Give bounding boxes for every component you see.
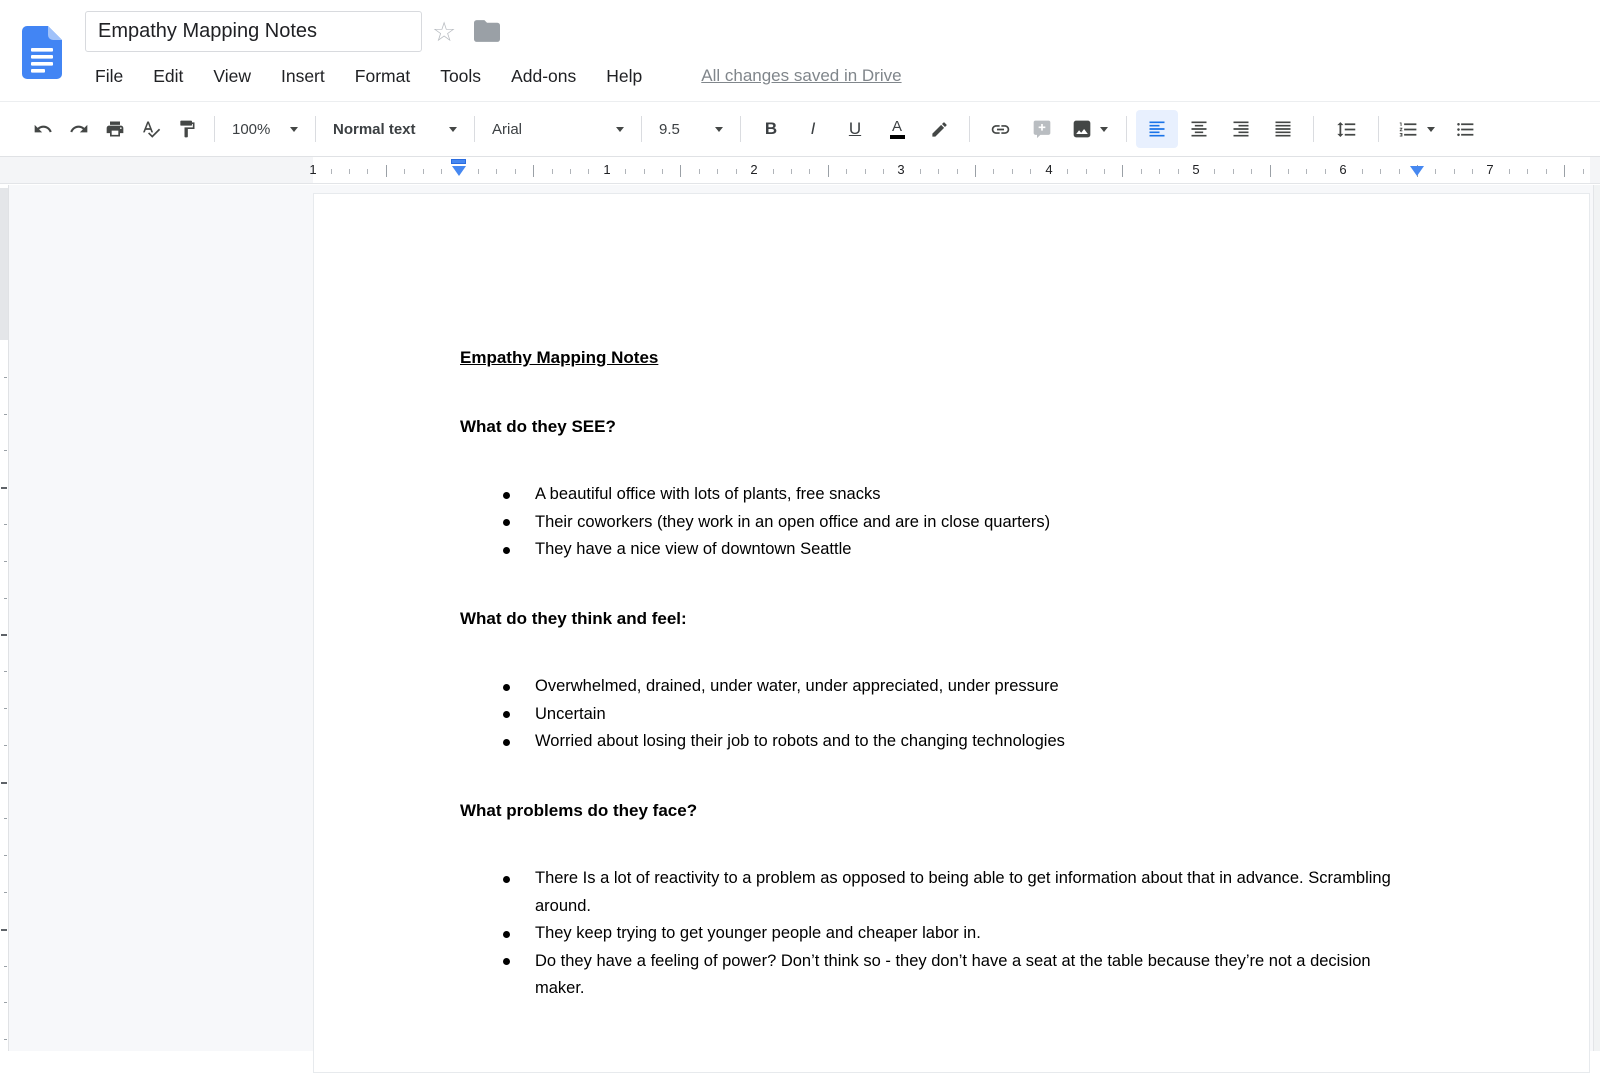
ruler-number: 2 [750,162,758,177]
list-item[interactable]: They have a nice view of downtown Seattle [535,536,1395,564]
ruler-tick [1,782,7,784]
menu-addons[interactable]: Add-ons [510,64,577,89]
ruler-tick [1288,169,1289,174]
vertical-ruler [0,185,9,1051]
text-color-button[interactable]: A [876,110,918,148]
ruler-tick [4,745,7,746]
section-heading[interactable]: What problems do they face? [460,800,698,820]
ruler-tick [588,169,589,174]
ruler-tick [1546,169,1547,174]
google-docs-logo-icon[interactable] [22,26,62,79]
document-canvas [0,185,1600,1051]
toolbar-separator [1313,116,1314,142]
align-right-button[interactable] [1220,110,1262,148]
list-item[interactable]: Overwhelmed, drained, under water, under appreciated, under pressure [535,673,1395,701]
ruler-tick [4,966,7,967]
chevron-down-icon [449,127,457,132]
ruler-tick [1454,169,1455,174]
ruler-tick [828,165,829,177]
ruler-tick [1472,169,1473,174]
zoom-select[interactable]: 100% [224,110,306,148]
ruler-tick [938,169,939,174]
vertical-scrollbar[interactable] [1593,185,1600,1051]
list-item[interactable]: Their coworkers (they work in an open office and are in close quarters) [535,509,1395,537]
document-page[interactable] [313,193,1590,1073]
toolbar-separator [969,116,970,142]
bullet-list [460,865,1395,1003]
ruler-tick [1306,169,1307,174]
save-status-link[interactable]: All changes saved in Drive [701,66,902,85]
horizontal-ruler [0,157,1600,184]
ruler-number: 6 [1339,162,1347,177]
bullet-list [460,673,1395,756]
list-item[interactable]: There Is a lot of reactivity to a problem as opposed to being able to get information about that in advance. Scrambling around. [535,865,1395,920]
ruler-tick [4,377,7,378]
ruler-tick [1435,169,1436,174]
ruler-tick [993,169,994,174]
align-left-button[interactable] [1136,110,1178,148]
ruler-tick [349,169,350,174]
ruler-tick [367,169,368,174]
ruler-tick [4,561,7,562]
ruler-tick [1251,169,1252,174]
ruler-tick [680,165,681,177]
paint-format-button[interactable] [169,110,205,148]
page-content [314,194,1564,1003]
ruler-tick [4,450,7,451]
folder-icon[interactable] [474,20,500,45]
ruler-tick [1214,169,1215,174]
list-item[interactable]: They keep trying to get younger people and cheaper labor in. [535,920,1395,948]
right-indent-marker[interactable] [1410,166,1424,176]
ruler-tick [1270,165,1271,177]
toolbar-separator [641,116,642,142]
ruler-tick [4,414,7,415]
ruler-tick [1012,169,1013,174]
ruler-tick [773,169,774,174]
insert-link-button[interactable] [979,110,1021,148]
menu-tools[interactable]: Tools [439,64,482,89]
ruler-number: 5 [1192,162,1200,177]
ruler-tick [570,169,571,174]
ruler-tick [386,165,387,177]
toolbar-separator [315,116,316,142]
ruler-tick [1030,169,1031,174]
ruler-tick [846,169,847,174]
ruler-tick [478,169,479,174]
ruler-tick [1564,165,1565,177]
list-item[interactable]: Worried about losing their job to robots and to the changing technologies [535,728,1395,756]
menu-help[interactable]: Help [605,64,643,89]
app-header [0,0,1600,101]
font-family-select[interactable]: Arial [484,110,632,148]
insert-image-button[interactable] [1063,110,1117,148]
ruler-number: 4 [1045,162,1053,177]
ruler-number: 1 [603,162,611,177]
ruler-tick [331,169,332,174]
ruler-tick [4,855,7,856]
italic-button[interactable]: I [792,110,834,148]
ruler-tick [809,169,810,174]
ruler-tick [1,487,7,489]
left-indent-marker[interactable] [452,166,466,176]
ruler-tick [1178,169,1179,174]
ruler-tick [791,169,792,174]
ruler-tick [644,169,645,174]
list-item[interactable]: Do they have a feeling of power? Don’t think so - they don’t have a seat at the table because they’re not a decision maker. [535,948,1395,1003]
toolbar-separator [1126,116,1127,142]
ruler-tick [975,165,976,177]
bulleted-list-button[interactable] [1444,110,1486,148]
toolbar-separator [474,116,475,142]
highlight-color-button[interactable] [918,110,960,148]
chevron-down-icon [1100,127,1108,132]
menu-view[interactable]: View [212,64,252,89]
first-line-indent-marker[interactable] [451,159,466,164]
ruler-tick [423,169,424,174]
ruler-tick [441,169,442,174]
chevron-down-icon [715,127,723,132]
ruler-tick [1141,169,1142,174]
ruler-tick [1,634,7,636]
ruler-tick [533,165,534,177]
ruler-number: 1 [309,162,317,177]
ruler-tick [1,929,7,931]
ruler-tick [404,169,405,174]
menu-format[interactable]: Format [354,64,411,89]
document-title-input[interactable] [85,11,422,52]
menu-edit[interactable]: Edit [152,64,184,89]
ruler-tick [1159,169,1160,174]
paragraph-style-select[interactable]: Normal text [325,110,465,148]
ruler-tick [920,169,921,174]
menu-insert[interactable]: Insert [280,64,326,89]
ruler-tick [662,169,663,174]
toolbar-separator [214,116,215,142]
ruler-number: 3 [897,162,905,177]
ruler-tick [1583,169,1584,174]
vertical-ruler-top-margin [0,188,8,340]
ruler-tick [717,169,718,174]
ruler-tick [1325,169,1326,174]
ruler-tick [699,169,700,174]
ruler-tick [1104,169,1105,174]
redo-button[interactable] [61,110,97,148]
ruler-tick [4,1002,7,1003]
toolbar-separator [1378,116,1379,142]
justify-button[interactable] [1262,110,1304,148]
toolbar-separator [740,116,741,142]
chevron-down-icon [290,127,298,132]
add-comment-button[interactable] [1021,110,1063,148]
ruler-tick [1527,169,1528,174]
align-center-button[interactable] [1178,110,1220,148]
ruler-tick [957,169,958,174]
ruler-number: 7 [1486,162,1494,177]
ruler-tick [1122,165,1123,177]
ruler-tick [4,892,7,893]
list-item[interactable]: Uncertain [535,701,1395,729]
spell-check-button[interactable] [133,110,169,148]
ruler-tick [4,1039,7,1040]
font-size-select[interactable]: 9.5 [651,110,731,148]
menu-bar [94,59,902,93]
ruler-tick [496,169,497,174]
print-button[interactable] [97,110,133,148]
ruler-tick [4,818,7,819]
bold-button[interactable]: B [750,110,792,148]
ruler-tick [552,169,553,174]
menu-file[interactable]: File [94,64,124,89]
ruler-tick [1233,169,1234,174]
underline-button[interactable]: U [834,110,876,148]
undo-button[interactable] [25,110,61,148]
ruler-tick [4,598,7,599]
ruler-tick [1509,169,1510,174]
numbered-list-button[interactable] [1388,110,1444,148]
ruler-tick [4,708,7,709]
current-text-color-swatch [890,135,905,139]
ruler-tick [883,169,884,174]
toolbar [0,101,1600,157]
ruler-tick [1362,169,1363,174]
bullet-list [460,481,1395,564]
ruler-tick [1086,169,1087,174]
chevron-down-icon [616,127,624,132]
star-icon[interactable]: ☆ [432,17,457,47]
ruler-tick [625,169,626,174]
ruler-tick [865,169,866,174]
chevron-down-icon [1427,127,1435,132]
ruler-tick [4,524,7,525]
list-item[interactable]: A beautiful office with lots of plants, free snacks [535,481,1395,509]
section-heading[interactable]: What do they SEE? [460,416,616,436]
ruler-tick [736,169,737,174]
document-heading-title[interactable]: Empathy Mapping Notes [460,348,659,367]
ruler-tick [1067,169,1068,174]
ruler-tick [1399,169,1400,174]
ruler-tick [4,671,7,672]
line-spacing-button[interactable] [1323,110,1369,148]
section-heading[interactable]: What do they think and feel: [460,608,687,628]
ruler-tick [1380,169,1381,174]
ruler-tick [515,169,516,174]
